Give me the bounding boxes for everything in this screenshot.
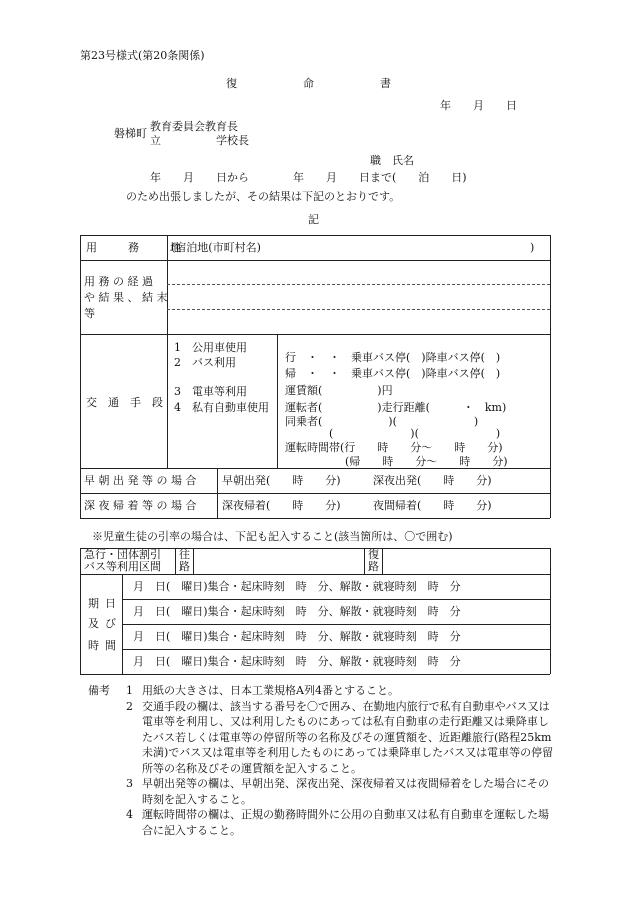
note-number: 1 <box>126 684 133 697</box>
trip-period: 年 月 日から 年 月 日まで( 泊 日) <box>150 171 467 184</box>
transport-option-3: 3 電車等利用 <box>174 385 247 398</box>
destination-close: ) <box>530 241 535 254</box>
notes-heading: 備考 <box>88 684 110 697</box>
notes-section <box>88 683 558 838</box>
early-label: 早 朝 出 発 等 の 場 合 <box>84 474 197 487</box>
late-return: 深夜帰着( 時 分) <box>222 499 341 512</box>
driving-time-outbound: 運転時間帯(行 時 分～ 時 分) <box>285 441 503 454</box>
progress-label-3: 等 <box>84 307 95 320</box>
progress-label-1: 用 務 の 経 過 <box>84 275 153 288</box>
destination-label: 用 務 地 <box>86 241 184 254</box>
position-name-label: 職 氏名 <box>370 154 414 167</box>
schedule-label-3: 時間 <box>88 639 122 652</box>
return-route-2: 路 <box>368 560 379 573</box>
schedule-label-2: 及び <box>88 617 122 630</box>
schedule-row: 月 日( 曜日)集合・起床時刻 時 分、解散・就寝時刻 時 分 <box>133 580 461 593</box>
transport-option-2: 2 バス利用 <box>174 356 236 369</box>
return-route-1: 復 <box>368 548 379 561</box>
date-line: 年 月 日 <box>440 99 517 112</box>
transport-passenger-1: 同乗者( )( ) <box>285 415 479 428</box>
note-text: 交通手段の欄は、該当する番号を〇で囲み、在勤地内旅行で私有自動車やバス又は電車等を利用し、又は利用したものにあっては私有自動車の走行距離又は乗降車したバス若しくは電車等の停留所等の名称及びその運賃額を、近距離旅行(路程25km未満)でバス又は電車等を利用したものにあっては乗降車したバス又は電車等の停留所等の名称及びその運賃額を記入すること。 <box>142 699 554 775</box>
group-fare-label-1: 急行・団体割引 <box>84 548 161 561</box>
driving-time-return: (帰 時 分～ 時 分) <box>345 455 508 468</box>
outbound-route-2: 路 <box>179 560 190 573</box>
transport-option-1: 1 公用車使用 <box>174 341 247 354</box>
schedule-row: 月 日( 曜日)集合・起床時刻 時 分、解散・就寝時刻 時 分 <box>133 630 461 643</box>
note-number: 2 <box>126 699 133 713</box>
note-text: 早朝出発等の欄は、早朝出発、深夜出発、深夜帰着又は夜間帰着をした場合にその時刻を記入すること。 <box>142 777 549 806</box>
transport-outbound: 行 ・ ・ 乗車バス停( )降車バス停( ) <box>285 351 501 364</box>
outbound-route-1: 往 <box>179 548 190 561</box>
group-fare-label-2: バス等利用区間 <box>84 560 161 573</box>
night-departure: 深夜出発( 時 分) <box>373 474 492 487</box>
town-name: 磐梯町 <box>114 127 147 140</box>
note-text: 運転時間帯の欄は、正規の勤務時間外に公用の自動車又は私有自動車を運転した場合に記入すること。 <box>142 808 549 837</box>
trip-purpose: のため出張しましたが、その結果は下記のとおりです。 <box>126 190 401 203</box>
note-number: 4 <box>126 808 133 821</box>
progress-label-2: や 結 果 、 結 末 <box>84 291 168 304</box>
document-title: 復 命 書 <box>226 77 391 90</box>
early-departure: 早朝出発( 時 分) <box>222 474 341 487</box>
transport-fare: 運賃額( )円 <box>285 384 393 397</box>
transport-option-4: 4 私有自動車使用 <box>174 401 269 414</box>
transport-return: 帰 ・ ・ 乗車バス停( )降車バス停( ) <box>285 367 501 380</box>
note-number: 3 <box>126 777 133 790</box>
transport-label: 交 通 手 段 <box>86 396 163 409</box>
transport-driver: 運転者( )走行距離( ・ km) <box>285 401 507 414</box>
recipient-superintendent: 教育委員会教育長 <box>150 120 238 133</box>
transport-passenger-2: ( )( ) <box>329 427 501 440</box>
schedule-row: 月 日( 曜日)集合・起床時刻 時 分、解散・就寝時刻 時 分 <box>133 655 461 668</box>
night-return: 夜間帰着( 時 分) <box>373 499 492 512</box>
student-note: ※児童生徒の引率の場合は、下記も記入すること(該当箇所は、〇で囲む) <box>92 530 453 543</box>
form-number: 第23号様式(第20条関係) <box>80 49 205 62</box>
ki-mark: 記 <box>308 213 319 226</box>
recipient-principal: 立 学校長 <box>150 134 249 147</box>
note-text: 用紙の大きさは、日本工業規格A列4番とすること。 <box>142 684 399 697</box>
schedule-row: 月 日( 曜日)集合・起床時刻 時 分、解散・就寝時刻 時 分 <box>133 605 461 618</box>
destination-value: (宿泊地(市町村名) <box>171 241 261 254</box>
schedule-label-1: 期日 <box>88 597 122 610</box>
late-label: 深 夜 帰 着 等 の 場 合 <box>84 499 197 512</box>
